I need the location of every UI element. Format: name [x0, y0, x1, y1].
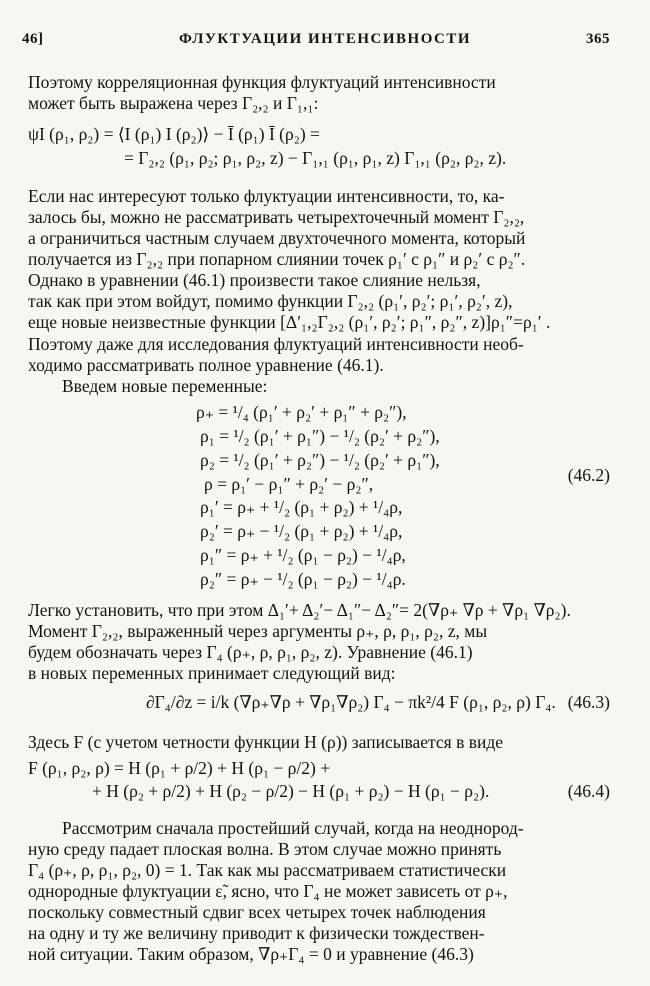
text-line: Момент Γ₂,₂, выраженный через аргументы ρ₊, ρ, ρ₁, ρ₂, z, мы	[28, 621, 488, 641]
text-line: так как при этом войдут, помимо функции Γ₂,₂ (ρ₁′, ρ₂′; ρ₁′, ρ₂′, z),	[28, 291, 513, 311]
text-line: а ограничиться частным случаем двухточечного момента, который	[28, 228, 526, 248]
text-line: Легко установить, что при этом Δ₁′+ Δ₂′− Δ₁″− Δ₂″= 2(∇ρ₊ ∇ρ + ∇ρ₁ ∇ρ₂).	[28, 600, 571, 620]
running-title: ФЛУКТУАЦИИ ИНТЕНСИВНОСТИ	[178, 31, 472, 47]
section-marker: 46]	[22, 31, 44, 47]
text-line: получается из Γ₂,₂ при попарном слиянии точек ρ₁′ с ρ₁″ и ρ₂′ с ρ₂″.	[28, 249, 526, 269]
text-line: однородные флуктуации ε̃, ясно, что Γ₄ не может зависеть от ρ₊,	[28, 881, 508, 901]
page-number: 365	[586, 31, 610, 47]
text-line: Здесь F (с учетом четности функции H (ρ)) записывается в виде	[28, 732, 504, 752]
equation-number: (46.2)	[567, 465, 610, 485]
text-line: еще новые неизвестные функции [Δ′₁,₂Γ₂,₂ (ρ₁′, ρ₂′; ρ₁″, ρ₂″, z)]ρ₁″=ρ₁′ .	[28, 312, 551, 332]
text-line: Рассмотрим сначала простейший случай, когда на неоднород-	[62, 818, 524, 838]
equation-46-4-line: + H (ρ₂ + ρ/2) + H (ρ₂ − ρ/2) − H (ρ₁ + ρ₂) − H (ρ₁ − ρ₂).	[92, 781, 490, 801]
equation-46-2-line: ρ₂′ = ρ₊ − ¹/₂ (ρ₁ + ρ₂) + ¹/₄ρ,	[200, 521, 403, 541]
text-line: поскольку совместный сдвиг всех четырех точек наблюдения	[28, 902, 486, 922]
text-line: Поэтому корреляционная функция флуктуаций интенсивности	[28, 72, 496, 92]
text-line: ную среду падает плоская волна. В этом случае можно принять	[28, 839, 502, 859]
equation-psi-line-1: ψI (ρ₁, ρ₂) = ⟨I (ρ₁) I (ρ₂)⟩ − Ī (ρ₁) Ī (ρ₂) =	[28, 124, 320, 144]
text-line: на одну и ту же величину приводит к физически тождествен-	[28, 923, 485, 943]
equation-46-2-line: ρ₁′ = ρ₊ + ¹/₂ (ρ₁ + ρ₂) + ¹/₄ρ,	[200, 497, 403, 517]
equation-psi-line-2: = Γ₂,₂ (ρ₁, ρ₂; ρ₁, ρ₂, z) − Γ₁,₁ (ρ₁, ρ₁, z) Γ₁,₁ (ρ₂, ρ₂, z).	[124, 148, 507, 168]
text-line: залось бы, можно не рассматривать четырехточечный момент Γ₂,₂,	[28, 207, 525, 227]
equation-46-2-line: ρ = ρ₁′ − ρ₁″ + ρ₂′ − ρ₂″,	[204, 474, 374, 494]
text-line: Если нас интересуют только флуктуации интенсивности, то, ка-	[28, 186, 505, 206]
equation-number: (46.3)	[567, 692, 610, 712]
text-line: Поэтому даже для исследования флуктуаций интенсивности необ-	[28, 334, 524, 354]
text-line: будем обозначать через Γ₄ (ρ₊, ρ, ρ₁, ρ₂, z). Уравнение (46.1)	[28, 642, 473, 662]
text-line: может быть выражена через Γ₂,₂ и Γ₁,₁:	[28, 93, 319, 113]
equation-46-2-line: ρ₊ = ¹/₄ (ρ₁′ + ρ₂′ + ρ₁″ + ρ₂″),	[196, 402, 407, 422]
equation-46-2-line: ρ₁″ = ρ₊ + ¹/₂ (ρ₁ − ρ₂) − ¹/₄ρ,	[200, 545, 406, 565]
equation-number: (46.4)	[567, 781, 610, 801]
equation-46-3: ∂Γ₄/∂z = i/k (∇ρ₊∇ρ + ∇ρ₁∇ρ₂) Γ₄ − πk²/4 F (ρ₁, ρ₂, ρ) Γ₄.	[146, 692, 556, 712]
equation-46-2-line: ρ₂ = ¹/₂ (ρ₁′ + ρ₂″) − ¹/₂ (ρ₂′ + ρ₁″),	[200, 450, 440, 470]
text-line: Однако в уравнении (46.1) произвести такое слияние нельзя,	[28, 270, 481, 290]
equation-46-2-line: ρ₂″ = ρ₊ − ¹/₂ (ρ₁ − ρ₂) − ¹/₄ρ.	[200, 569, 406, 589]
text-line: Введем новые переменные:	[62, 376, 268, 396]
text-line: в новых переменных принимает следующий вид:	[28, 663, 396, 683]
text-line: ной ситуации. Таким образом, ∇ρ₊Γ₄ = 0 и уравнение (46.3)	[28, 944, 474, 964]
text-line: ходимо рассматривать полное уравнение (46.1).	[28, 355, 384, 375]
equation-46-4-line: F (ρ₁, ρ₂, ρ) = H (ρ₁ + ρ/2) + H (ρ₁ − ρ/2) +	[28, 758, 331, 778]
text-line: Γ₄ (ρ₊, ρ, ρ₁, ρ₂, 0) = 1. Так как мы рассматриваем статистически	[28, 860, 507, 880]
equation-46-2-line: ρ₁ = ¹/₂ (ρ₁′ + ρ₁″) − ¹/₂ (ρ₂′ + ρ₂″),	[200, 426, 440, 446]
